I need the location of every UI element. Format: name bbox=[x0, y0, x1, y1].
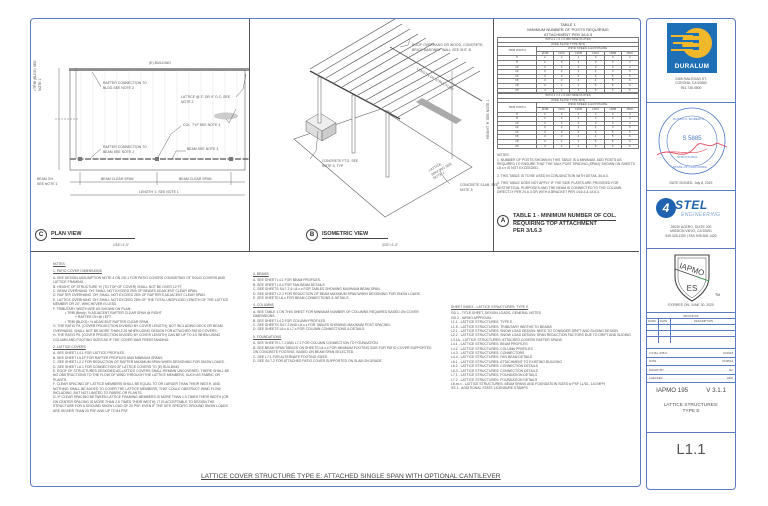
cell: 4 bbox=[570, 135, 587, 140]
sheet-index-item: L3.1A - LATTICE STRUCTURES: ATTACHED COVERS RAFTER SPANS bbox=[451, 337, 562, 342]
note-3c: C. SEE SHEETS S/L7.2 & L8.x.x FOR TABLES SHOWING MAXIMUM BEAM SPAN. bbox=[253, 287, 381, 292]
cell: 6 bbox=[621, 135, 638, 140]
sheet-index-item: L7.1 - LATTICE STRUCTURES: FOUNDATION DETAILS bbox=[451, 373, 538, 378]
sheet-index-item: L4.4 - LATTICE STRUCTURES: FAN BEAM DETAILS bbox=[451, 355, 533, 360]
stel-logo-icon bbox=[655, 197, 677, 219]
cell: 6 bbox=[621, 79, 638, 84]
table-row bbox=[498, 88, 639, 93]
cell: 18' bbox=[498, 83, 537, 88]
cell: 3 bbox=[621, 112, 638, 117]
sheet-number: L1.1 bbox=[676, 441, 706, 458]
cell: 6 bbox=[621, 144, 638, 149]
cell: 5 bbox=[621, 130, 638, 135]
isometric-drawing bbox=[250, 19, 493, 251]
cell: 20' bbox=[498, 144, 537, 149]
t1s2-wind-header: WIND SPEED & EXPOSURE bbox=[537, 103, 639, 108]
t1s1-col-head: TRIB WIDTH bbox=[498, 47, 537, 56]
cell: 8' bbox=[498, 117, 537, 122]
cell: 4 bbox=[537, 144, 554, 149]
cell: 5 bbox=[604, 83, 621, 88]
cell: 10' bbox=[498, 65, 537, 70]
plan-view bbox=[31, 19, 249, 251]
label-trib-bldg: =TRIB (BLDG) SEE NOTE 1 bbox=[33, 60, 42, 91]
engineer-address-2: MISSION VIEJO, CA 92691 bbox=[670, 229, 712, 234]
note-2f: F. CLEAR SPACING OF LATTICE MEMBERS SHALL BE EQUAL TO OR LARGER THAN THEIR WIDTH, AND NOTHING SHALL BE ADDED TO COVER THE LATTICE MEMBERS, THAT COULD OBSTRUCT WIND FLOW, INCLUDING, BUT NOT LIMITED TO FABRIC OR PLANTS. bbox=[53, 382, 222, 395]
sheet-index-item: L6.2 - LATTICE STRUCTURES: CONNECTION DETAILS bbox=[451, 364, 538, 369]
sheet-footer-title: LATTICE COVER STRUCTURE TYPE E: ATTACHED SINGLE SPAN WITH OPTIONAL CANTILEVER bbox=[201, 473, 501, 480]
cell: 3 bbox=[537, 126, 554, 131]
note-1a: A. SEE DESIGN ASSUMPTION NOTE 4 ON GD.1 FOR PATIO COVERS CONSISTING OF SOLID COVERS AND LATTICE FRAMING. bbox=[53, 275, 226, 285]
cell: 4 bbox=[587, 70, 604, 75]
duralum-name: DURALUM bbox=[674, 63, 710, 70]
table-1-caption-line-3: PER 3/L6.3 bbox=[513, 227, 542, 234]
cell: 2 bbox=[553, 56, 570, 61]
engineer-cell bbox=[647, 191, 735, 249]
cell: 4 bbox=[570, 83, 587, 88]
code-version: V 3.1.1 bbox=[706, 387, 726, 394]
cell: 4 bbox=[570, 79, 587, 84]
cell: 3 bbox=[553, 126, 570, 131]
plan-view-scale: 1/16"=1'-0" bbox=[113, 243, 130, 247]
table-1-caption bbox=[497, 213, 639, 235]
notes-heading: NOTES: bbox=[53, 262, 66, 266]
sheet-index-item: L2.2 - LATTICE STRUCTURES: SNOW LOAD DESIGN: SPAN REDUCTION FACTORS DUE TO DRIFT AND SLIDING bbox=[451, 333, 631, 338]
engineer-address-1: 26030 ACERO, SUITE 200 bbox=[670, 225, 712, 229]
field-label: CHECKED bbox=[649, 376, 663, 381]
wind-col: 150B bbox=[604, 107, 621, 112]
cell: 2 bbox=[537, 65, 554, 70]
note-4a: A. SEE TABLE 1 ON THIS SHEET FOR MINIMUM NUMBER OF COLUMNS REQUIRED BASED ON COVER DIMENSIONS. bbox=[253, 309, 419, 319]
sheet-index-item: L7.2 - LATTICE STRUCTURES: FOUNDATION DETAILS bbox=[451, 377, 538, 382]
cell: 3 bbox=[553, 117, 570, 122]
note-1f: F. TRIBUTARY WIDTH ARE AS SHOWN ON PLAN: bbox=[53, 306, 132, 311]
t1s1-header1: WITH 2 x 6 x 0.060 SIDE PLATES bbox=[498, 38, 639, 43]
label-beam: BEAM SEE NOTE 3 bbox=[187, 147, 219, 151]
notes-section-5-title: 5. FOUNDATIONS bbox=[253, 334, 282, 339]
cell: 5 bbox=[621, 70, 638, 75]
cell: 3 bbox=[537, 83, 554, 88]
rev-col-description: DESCRIPTION bbox=[693, 319, 714, 323]
iapmo-top: IAPMO bbox=[678, 261, 706, 278]
cell: 3 bbox=[587, 65, 604, 70]
cell: 3 bbox=[587, 60, 604, 65]
notes-column-1 bbox=[53, 259, 231, 413]
cell: 5 bbox=[621, 74, 638, 79]
cell: 14' bbox=[498, 130, 537, 135]
code-name: IAPMO 195 bbox=[656, 387, 689, 394]
iso-view-marker: B bbox=[306, 229, 318, 241]
cell: 4 bbox=[604, 126, 621, 131]
cell: 4 bbox=[570, 130, 587, 135]
cell: 3 bbox=[604, 60, 621, 65]
sheet-index-title: SHEET INDEX - LATTICE STRUCTURES: TYPE E bbox=[451, 305, 529, 309]
cell: 4 bbox=[570, 140, 587, 145]
iapmo-bottom: ES bbox=[686, 284, 698, 293]
note-3e: E. SEE SHEETS L6.x FOR BEAM CONNECTIONS & DETAILS. bbox=[253, 296, 350, 301]
cell: 4 bbox=[621, 117, 638, 122]
sheet-index bbox=[451, 305, 631, 391]
cell: 3 bbox=[587, 112, 604, 117]
note-1c: C. BEAM OVERHANG 'OH' SHALL NOT EXCEED 25% OF BEAM'S ADJACENT CLEAR SPAN. bbox=[53, 289, 198, 294]
table-1-note-1: 1. NUMBER OF POSTS SHOWN IN THIS TABLE IS A MINIMUM. ADD POSTS AS REQUIRED TO ENSURE THAT THE 'MAX POST SPACING (SPAN)' SHOWN ON SHEETS L8.x.x IS NOT EXCEEDED. bbox=[497, 157, 635, 171]
cell: 20' bbox=[498, 88, 537, 93]
field-value: RC bbox=[728, 367, 733, 372]
cell: 4 bbox=[553, 83, 570, 88]
duralum-logo bbox=[667, 23, 717, 73]
sheet-title-cell bbox=[647, 383, 735, 433]
cell: 6 bbox=[621, 140, 638, 145]
iapmo-es-badge-icon bbox=[647, 251, 737, 303]
sheet-index-item: L4.1 - LATTICE STRUCTURES: BEAM PROFILES bbox=[451, 342, 528, 347]
sheet-title: LATTICE STRUCTURES: TYPE E bbox=[663, 403, 719, 414]
notes-section-1-title: 1. PATIO COVER DIMENSIONS bbox=[53, 269, 102, 274]
note-2b: B. SEE SHEET L5.1F FOR RAFTER PROFILES AND MINIMUM SPANS. bbox=[53, 355, 164, 360]
cell: 12' bbox=[498, 126, 537, 131]
cell: 6 bbox=[621, 88, 638, 93]
label-beam-clear-span-2: BEAM CLEAR SPAN bbox=[179, 177, 212, 181]
company-address-3: 951.736.4500 bbox=[680, 85, 702, 90]
note-2e: E. ROOF OF STRUCTURES DESIGNED AS LATTICE COVERS SHALL REMAIN UNCOVERED. THERE SHALL BE NO OBSTRUCTIONS TO THE FLOW OF WIND THROUGH THE LATTICE MEMBERS, SUCH AS FABRIC OR PLANTS. bbox=[53, 368, 230, 382]
field-label: 4 STEL JOB # bbox=[649, 350, 667, 355]
cell: 3 bbox=[553, 135, 570, 140]
sheet-index-item: L1.5 - LATTICE STRUCTURES: TRIBUTARY WIDTHS TO BEAMS bbox=[451, 324, 552, 329]
cell: 3 bbox=[570, 70, 587, 75]
sheet-index-item: L2.1 - LATTICE STRUCTURES: SNOW LOAD DESIGN: NEED TO CONSIDER DRIFT AND SLIDING DESIGN bbox=[451, 329, 618, 334]
field-date bbox=[647, 358, 735, 367]
iapmo-expires: EXPIRES ON: JUNE 30, 2020 bbox=[668, 303, 714, 307]
sheet-index-item: L4.3 - LATTICE STRUCTURES: CONNECTORS bbox=[451, 351, 525, 356]
cell: 4 bbox=[587, 130, 604, 135]
cell: 4 bbox=[587, 74, 604, 79]
cell: 3 bbox=[587, 121, 604, 126]
engineer-address-3: 949.305.1150 | FAX 949.305.1420 bbox=[665, 233, 717, 238]
sheet-index-item: L4.2 - LATTICE STRUCTURES: COLUMN PROFILES bbox=[451, 346, 533, 351]
stamp-name: DUSTIN K. ROBERTS bbox=[673, 117, 704, 121]
table-1-marker: A bbox=[497, 215, 509, 227]
wind-col: 130B bbox=[570, 107, 587, 112]
cell: 6' bbox=[498, 56, 537, 61]
wind-col: 180C bbox=[621, 107, 638, 112]
cell: 3 bbox=[537, 140, 554, 145]
cell: 3 bbox=[553, 79, 570, 84]
title-block bbox=[646, 18, 736, 490]
cell: 6 bbox=[604, 88, 621, 93]
revision-row bbox=[647, 337, 735, 343]
sheet-index-item: GD.2 - IAPMO APPROVAL bbox=[451, 315, 492, 320]
table-1-section-1 bbox=[497, 37, 639, 93]
sheet-index-item: L8.xx.x - LATTICE STRUCTURES: BEAM SPANS AND FOUNDATION SIZES w PSF LL/DL, 140 MPH bbox=[451, 381, 605, 386]
company-address-1: 2485 RAILROAD ST. bbox=[675, 77, 707, 81]
label-rafter-conn-bldg: RAFTER CONNECTION TO BLDG SEE NOTE 2 bbox=[103, 81, 147, 90]
sheet-index-item: L1.1 - LATTICE STRUCTURES: TYPE E bbox=[451, 320, 513, 325]
notes-section-3-title: 3. BEAMS bbox=[253, 272, 269, 276]
cell: 3 bbox=[621, 56, 638, 61]
cell: 3 bbox=[553, 121, 570, 126]
cell: 4 bbox=[587, 126, 604, 131]
note-3b: B. SEE SHEET L4.4 FOR FAN BEAM DETAILS. bbox=[253, 282, 326, 287]
cell: 3 bbox=[537, 74, 554, 79]
cell: 4 bbox=[570, 144, 587, 149]
wind-col: 180C bbox=[621, 51, 638, 56]
iso-label-length: LENGTH OF STRUCTURE bbox=[416, 67, 455, 92]
table-1-section-2 bbox=[497, 93, 639, 149]
iso-view-scale: 3/32"=1'-0" bbox=[382, 243, 399, 247]
iso-label-ftg: CONCRETE FTG. SEE NOTE 5, TYP bbox=[322, 159, 359, 168]
cell: 6 bbox=[621, 83, 638, 88]
cell: 2 bbox=[570, 56, 587, 61]
label-lattice: LATTICE @ 3" OR 4" O.C. SEE NOTE 2 bbox=[181, 95, 231, 104]
field-value: 07/08/19 bbox=[722, 359, 733, 364]
table-row bbox=[498, 144, 639, 149]
revisions-cell bbox=[647, 313, 735, 349]
cell: 3 bbox=[553, 65, 570, 70]
cell: 5 bbox=[604, 74, 621, 79]
cell: 3 bbox=[570, 117, 587, 122]
cell: 4 bbox=[604, 70, 621, 75]
iso-label-roof: ROOF OVERHANG OR WOOD, CONCRETE, BRICK MASONRY WALL SEE SHT. B bbox=[412, 43, 484, 52]
cell: 4 bbox=[570, 74, 587, 79]
cell: 8' bbox=[498, 60, 537, 65]
isometric-view bbox=[250, 19, 499, 251]
note-5a: A. SEE SHEETS L7.1 AND L7.2 FOR COLUMN CONNECTION TO FOUNDATION. bbox=[253, 341, 379, 346]
stamp-cell bbox=[647, 103, 735, 191]
note-1g: G. THE RATIO P/L (COVER PROJECTION DIVIDED BY COVER LENGTH), NOT INCLUDING DECK OR BEAM OVERHANG, SHALL NOT BE MORE THAN 2.25 WHEN USING DESIGN FOR ATTACHED PATIO COVERS. bbox=[53, 324, 223, 333]
label-building: (E) BUILDING bbox=[149, 61, 172, 65]
cell: 6 bbox=[604, 144, 621, 149]
table-1-title: TABLE 1 bbox=[560, 22, 576, 27]
stamp-number: S 5885 bbox=[682, 136, 702, 142]
cell: 4 bbox=[621, 60, 638, 65]
plan-view-drawing bbox=[31, 19, 249, 251]
label-beam-clear-span-1: BEAM CLEAR SPAN bbox=[101, 177, 134, 181]
stamp-state: STATE OF CALIFORNIA bbox=[673, 165, 708, 169]
cell: 4 bbox=[570, 88, 587, 93]
note-1f-3: • TRIB (BLDG)= ½ ADJACENT RAFTER CLEAR SPAN bbox=[65, 319, 149, 324]
note-2g: G. IF CLEAR SPACING BETWEEN LATTICE FRAMING MEMBERS IS MORE THAN 1.5 TIMES THEIR WIDTH (OR ON CENTER SPACING IS MORE THAN 2.5 TIMES THEIR WIDTH), IT IS ACCEPTABLE TO DESIGN THE STRUCTURE FOR A GROUND SNOW LOAD OF 20 PSF, EVEN IF THE SITE SPECIFIC GROUND SNOW LOADS ARE HIGHER THAN 20 PSF AND UP TO 84 PSF. bbox=[53, 395, 229, 413]
note-4d: D. SEE SHEETS L6.x & L7.x FOR COLUMN CONNECTIONS & DETAILS. bbox=[253, 327, 366, 332]
cell: 3 bbox=[537, 130, 554, 135]
note-2d: D. SEE SHEET L6.1 FOR CONNECTION OF LATTICE COVERS TO (E) BUILDING. bbox=[53, 364, 181, 369]
table-1-note-2: 2. THIS TABLE IS TO BE USED IN CONJUNCTION WITH DETAIL 3/L6.3. bbox=[497, 173, 609, 178]
cell: 2 bbox=[570, 112, 587, 117]
info-fields bbox=[647, 349, 735, 383]
cell: 3 bbox=[604, 56, 621, 61]
wind-col: 110B bbox=[537, 51, 554, 56]
iso-view-title: ISOMETRIC VIEW bbox=[322, 231, 388, 239]
wind-col: 110C bbox=[553, 51, 570, 56]
note-4c: C. SEE SHEETS S/L7.2 AND L8.x.x FOR TABLES SHOWING MAXIMUM POST SPACING. bbox=[253, 323, 391, 328]
cell: 16' bbox=[498, 79, 537, 84]
cell: 2 bbox=[537, 112, 554, 117]
iapmo-tm: TM bbox=[715, 293, 721, 297]
cell: 3 bbox=[570, 121, 587, 126]
revisions-title: REVISIONS bbox=[647, 313, 735, 319]
cell: 5 bbox=[604, 79, 621, 84]
note-1f-1: • TRIB (Bm#)= ½ ADJACENT RAFTER CLEAR SPAN @ RIGHT bbox=[65, 311, 162, 316]
cell: 3 bbox=[570, 65, 587, 70]
field-value: HRO bbox=[726, 376, 733, 381]
cell: 12' bbox=[498, 70, 537, 75]
field-drawn-by bbox=[647, 366, 735, 375]
note-4b: B. SEE SHEET L4.2 FOR COLUMN PROFILES. bbox=[253, 318, 327, 323]
cell: 16' bbox=[498, 135, 537, 140]
cell: 14' bbox=[498, 74, 537, 79]
cell: 4 bbox=[587, 79, 604, 84]
note-1d: D. RAFTER OVERHANG 'OH' SHALL NOT EXCEED 25% OF RAFTER'S ADJACENT CLEAR SPAN. bbox=[53, 293, 206, 298]
cell: 4 bbox=[553, 144, 570, 149]
wind-col: 110C bbox=[553, 107, 570, 112]
cell: 3 bbox=[537, 70, 554, 75]
cell: 4 bbox=[553, 88, 570, 93]
table-1-subtitle-2: ATTACHMENT PER 3/L6.3 bbox=[543, 32, 593, 37]
table-1-note-3: 3. THIS TABLE DOES NOT APPLY IF THE SIDE PLATES ARE PROVIDED FOR AESTHETICAL PURPOSES AND THE BEAM IS CONNECTED TO THE COLUMN DIRECTLY PER 2/L6.3 OR WITH A BRACKET PER 1/L6.3 & 1/L6.3. bbox=[497, 181, 622, 195]
plan-view-title: PLAN VIEW bbox=[51, 231, 135, 239]
note-1b: B. HEIGHT OF STRUCTURE 'H' (TO TOP OF COVER) SHALL NOT BE OVER 12 FT. bbox=[53, 284, 183, 289]
plan-view-marker: C bbox=[35, 229, 47, 241]
cell: 2 bbox=[553, 112, 570, 117]
cell: 3 bbox=[553, 70, 570, 75]
cell: 4 bbox=[604, 121, 621, 126]
cell: 4 bbox=[621, 121, 638, 126]
iso-label-height: HEIGHT 'H' SEE NOTE 1 bbox=[486, 99, 490, 139]
field-label: DATE bbox=[649, 359, 657, 364]
cell: 3 bbox=[537, 135, 554, 140]
stel-sub: ENGINEERING bbox=[681, 212, 721, 218]
note-2a: A. SEE SHEET L4.1 FOR LATTICE PROFILES. bbox=[53, 351, 126, 356]
wind-col: 110B bbox=[537, 107, 554, 112]
iso-label-slab: CONCRETE SLAB, SEE NOTE 5 bbox=[460, 183, 499, 192]
cell: 3 bbox=[604, 117, 621, 122]
t1s2-header1: WITH 2 x 6 x 0.042 SIDE PLATES bbox=[498, 94, 639, 99]
note-5b: B. SEE BEAM SPAN TABLES ON SHEETS L8.x.x FOR MINIMUM FOOTING SIZE FOR PATIO COVER SUPPORTED ON CONCRETE FOOTING, BASED ON BEAM SPAN SELECTED. bbox=[253, 345, 432, 355]
note-1h: H. THE RATIO P/L (COVER PROJECTION DIVIDED BY COVER LENGTH) CAN BE UP TO 4.0 WHEN USING COLUMN AND FOOTING SIZES AS IF THE COVER WAS FREESTANDING. bbox=[53, 333, 221, 342]
notes-section-2-title: 2. LATTICE COVERS bbox=[53, 344, 86, 349]
note-1f-2: + RAFTER OH @ LEFT bbox=[75, 315, 112, 320]
table-1-notes bbox=[497, 153, 635, 194]
iso-view-label bbox=[306, 229, 388, 241]
sheet-index-item: GD.1 - TITLE SHEET, DESIGN LOADS, GENERAL NOTES bbox=[451, 311, 541, 316]
cell: 3 bbox=[553, 74, 570, 79]
table-1-caption-line-2: REQUIRING TOP ATTACHMENT bbox=[513, 220, 597, 227]
table-1-notes-head: NOTES: bbox=[497, 153, 510, 158]
cell: 5 bbox=[604, 140, 621, 145]
stamp-type: STRUCTURAL bbox=[677, 155, 698, 159]
cell: 3 bbox=[570, 60, 587, 65]
table-1 bbox=[497, 22, 639, 235]
table-1-caption-line-1: TABLE 1 - MINIMUM NUMBER OF COL. bbox=[513, 212, 617, 219]
label-col: COL. TYP SEE NOTE 4 bbox=[183, 123, 221, 127]
cell: 5 bbox=[587, 83, 604, 88]
iso-label-lattice: LATTICE SPACING SEE NOTE 2 bbox=[428, 161, 453, 181]
cell: 18' bbox=[498, 140, 537, 145]
note-1e: E. LATTICE OVERHANG 'OH' SHALL NOT EXCEED 25% OF THE TOTAL UNSPLICED LENGTH OF THE LATTICE MEMBER OR 24", WHICHEVER IS LESS. bbox=[53, 297, 229, 307]
cell: 3 bbox=[553, 130, 570, 135]
sheet-index-item: L6.1 - LATTICE STRUCTURES: ATTACHMENT TO EXISTING BUILDING bbox=[451, 359, 562, 364]
t1s2-header2: (SIDE PLATE TYPE SP4) bbox=[498, 98, 639, 103]
cell: 4 bbox=[604, 65, 621, 70]
company-cell bbox=[647, 19, 735, 103]
label-beam-oh: BEAM OH SEE NOTE 1 bbox=[37, 177, 58, 186]
wind-col: 130C bbox=[587, 107, 604, 112]
notes-section-4-title: 4. COLUMNS bbox=[253, 303, 274, 308]
cell: 6' bbox=[498, 112, 537, 117]
cell: 5 bbox=[621, 126, 638, 131]
t1s1-wind-header: WIND SPEED & EXPOSURE bbox=[537, 47, 639, 52]
cell: 4 bbox=[553, 140, 570, 145]
field-value: SV0018 bbox=[723, 350, 733, 355]
cell: 4 bbox=[621, 65, 638, 70]
sheet-index-item: L6.3 - LATTICE STRUCTURES: CONNECTION DETAILS bbox=[451, 368, 538, 373]
field-job-number bbox=[647, 349, 735, 358]
cell: 3 bbox=[537, 79, 554, 84]
note-2c: C. SEE SHEET L2.2 FOR REDUCTION OF RAFTER MAXIMUM SPAN WHEN DESIGNING FOR SNOW LOADS. bbox=[53, 360, 225, 365]
note-5c: C. SEE L7.1 FOR ALTERNATE FOOTING SIZES. bbox=[253, 354, 329, 359]
cell: 2 bbox=[537, 121, 554, 126]
cell: 2 bbox=[537, 117, 554, 122]
cell: 4 bbox=[537, 88, 554, 93]
cell: 5 bbox=[604, 130, 621, 135]
views-notes-divider bbox=[31, 251, 639, 252]
note-3a: A. SEE SHEET L4.1 FOR BEAM PROFILES. bbox=[253, 278, 321, 283]
note-5d: D. SEE S/L7.2 FOR ATTACHED PATIO COVER SUPPORTED ON SLAB ON GRADE. bbox=[253, 358, 383, 363]
rev-col-mark: MARK bbox=[647, 319, 659, 324]
cell: 10' bbox=[498, 121, 537, 126]
label-length: LENGTH 'L' SEE NOTE 1 bbox=[139, 190, 179, 194]
cell: 2 bbox=[537, 60, 554, 65]
cell: 5 bbox=[587, 88, 604, 93]
cell: 3 bbox=[553, 60, 570, 65]
cell: 3 bbox=[570, 126, 587, 131]
rev-col-date: DATE bbox=[659, 319, 671, 324]
stel-logo bbox=[653, 197, 731, 221]
field-checked bbox=[647, 375, 735, 384]
cell: 3 bbox=[587, 56, 604, 61]
cell: 2 bbox=[537, 56, 554, 61]
note-3d: D. SEE SHEET L2.2 FOR REDUCTION OF BEAM MAXIMUM SPAN WHEN DESIGNING FOR SNOW LOADS. bbox=[253, 291, 421, 296]
notes-column-2 bbox=[253, 269, 433, 363]
cell: 5 bbox=[587, 140, 604, 145]
cell: 3 bbox=[604, 112, 621, 117]
cell: 5 bbox=[604, 135, 621, 140]
sheet-index-item: SS.1 - ADDITIONAL STATE LICENSURE STAMPS bbox=[451, 386, 528, 391]
stel-name: STEL bbox=[675, 198, 708, 212]
cell: 5 bbox=[587, 144, 604, 149]
wind-col: 130B bbox=[570, 51, 587, 56]
cell: 4 bbox=[587, 135, 604, 140]
t1s1-header2: (SIDE PLATE TYPE SP1) bbox=[498, 42, 639, 47]
iso-table-divider bbox=[493, 19, 494, 251]
wind-col: 150B bbox=[604, 51, 621, 56]
svg-text:4: 4 bbox=[662, 201, 670, 215]
company-address-2: CORONA, CA 92880 bbox=[675, 81, 707, 86]
label-rafter-conn-beam: RAFTER CONNECTION TO BEAM SEE NOTE 2 bbox=[103, 145, 147, 154]
cell: 3 bbox=[587, 117, 604, 122]
date-signed: DATE SIGNED: July 8, 2019 bbox=[669, 181, 713, 185]
plan-view-label bbox=[35, 229, 135, 241]
table-1-subtitle-1: MINIMUM NUMBER OF POSTS REQUIRING bbox=[527, 27, 609, 32]
iapmo-cell bbox=[647, 249, 735, 313]
field-label: DRAWN BY bbox=[649, 367, 664, 372]
duralum-logo-icon bbox=[667, 23, 717, 61]
t1s2-col-head: TRIB WIDTH bbox=[498, 103, 537, 112]
wind-col: 130C bbox=[587, 51, 604, 56]
